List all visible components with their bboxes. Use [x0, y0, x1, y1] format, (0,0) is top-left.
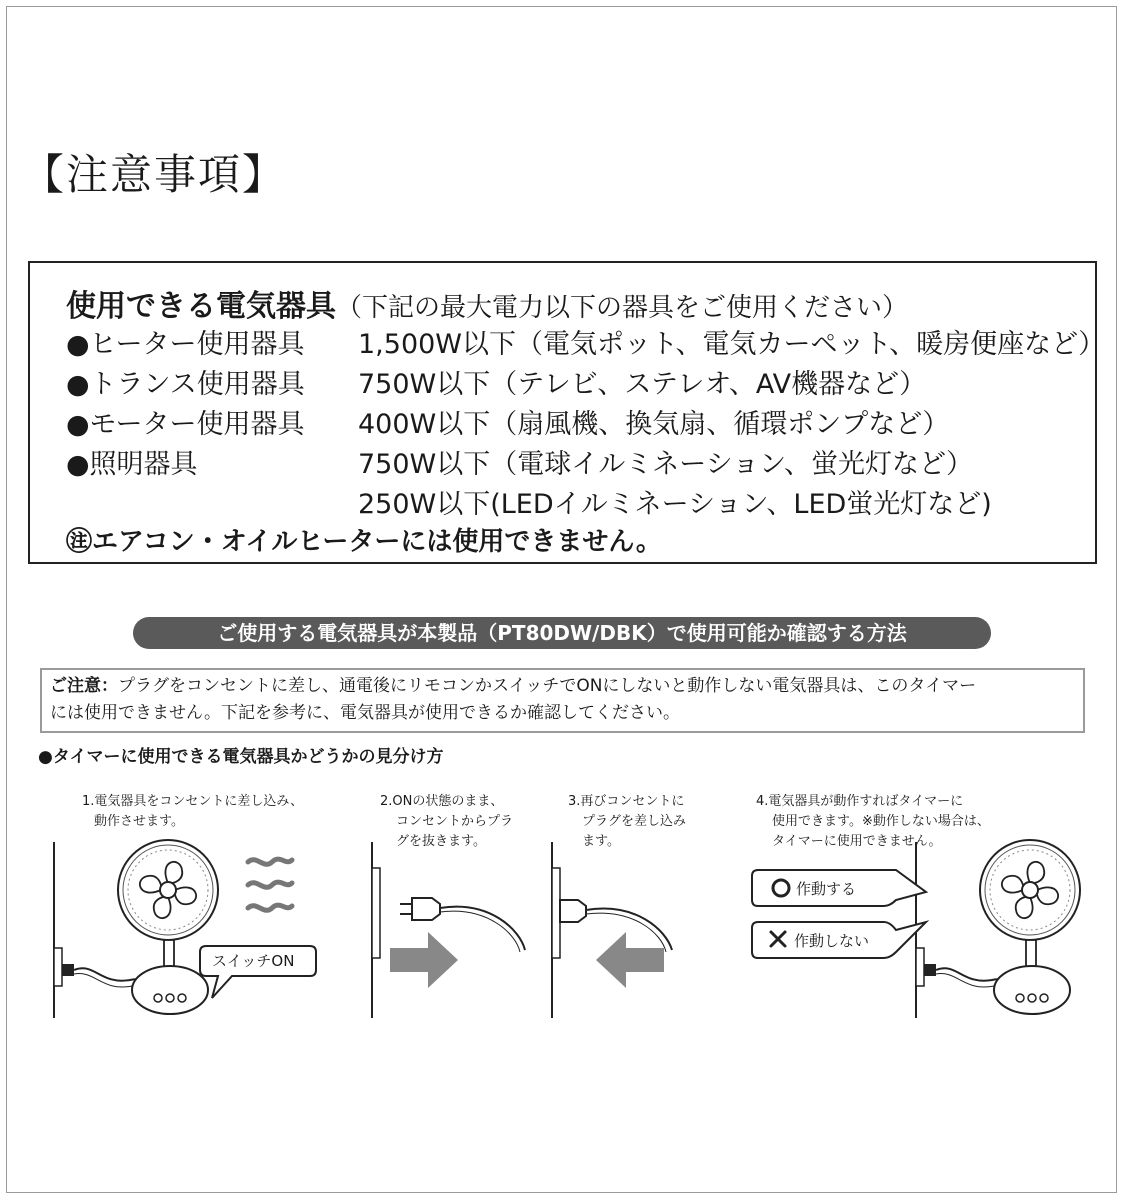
- step-2-line: グを抜きます。: [396, 834, 486, 849]
- step-1-line: 1.電気器具をコンセントに差し込み、: [82, 794, 304, 809]
- step-1-line: 動作させます。: [94, 814, 184, 829]
- spec-row-limit: 750W以下（テレビ、ステレオ、AV機器など）: [358, 369, 927, 400]
- step-3-line: ます。: [582, 834, 620, 849]
- spec-row-limit: 400W以下（扇風機、換気扇、循環ポンプなど）: [358, 409, 950, 440]
- outlet: [54, 948, 62, 986]
- arrow-left-icon: [596, 932, 664, 988]
- spec-row-limit: 750W以下（電球イルミネーション、蛍光灯など）: [358, 449, 973, 480]
- switch-on-label: スイッチON: [212, 952, 295, 970]
- spec-heading-sub: （下記の最大電力以下の器具をご使用ください）: [336, 293, 909, 323]
- fan-icon: [118, 840, 218, 940]
- caution-line2: には使用できません。下記を参考に、電気器具が使用できるか確認してください。: [50, 703, 681, 723]
- spec-row-category: ●照明器具: [66, 449, 198, 480]
- spec-heading-bold: 使用できる電気器具: [66, 289, 336, 324]
- spec-row-category: ●トランス使用器具: [66, 369, 305, 400]
- caution-label: ご注意：: [50, 676, 118, 696]
- spec-note: ㊟エアコン・オイルヒーターには使用できません。: [66, 527, 662, 557]
- page-title: 【注意事項】: [22, 150, 287, 199]
- spec-row-limit: 250W以下(LEDイルミネーション、LED蛍光灯など): [358, 489, 992, 520]
- not-works-label: 作動しない: [794, 932, 870, 950]
- step-4-line: 使用できます。※動作しない場合は、: [772, 814, 990, 829]
- step-4-line: タイマーに使用できません。: [772, 834, 942, 849]
- spec-row-category: ●ヒーター使用器具: [66, 329, 305, 360]
- check-method-banner: ご使用する電気器具が本製品（PT80DW/DBK）で使用可能か確認する方法: [133, 617, 991, 649]
- plug-icon: [400, 898, 525, 952]
- check-title: ●タイマーに使用できる電気器具かどうかの見分け方: [38, 747, 444, 767]
- step-2-line: 2.ONの状態のまま、: [380, 794, 504, 809]
- step-4-line: 4.電気器具が動作すればタイマーに: [756, 794, 964, 809]
- step-2-line: コンセントからプラ: [396, 814, 514, 829]
- caution-line1: プラグをコンセントに差し、通電後にリモコンかスイッチでONにしないと動作しない電気器具は、このタイマー: [118, 676, 977, 696]
- wind-icon: [248, 859, 292, 910]
- fan-icon: [980, 840, 1080, 940]
- spec-row-limit: 1,500W以下（電気ポット、電気カーペット、暖房便座など）: [358, 329, 1106, 360]
- spec-row-category: ●モーター使用器具: [66, 409, 305, 440]
- works-label: 作動する: [796, 880, 857, 898]
- step-3-line: 3.再びコンセントに: [568, 794, 685, 809]
- arrow-right-icon: [390, 932, 458, 988]
- step-3-line: プラグを差し込み: [582, 814, 687, 829]
